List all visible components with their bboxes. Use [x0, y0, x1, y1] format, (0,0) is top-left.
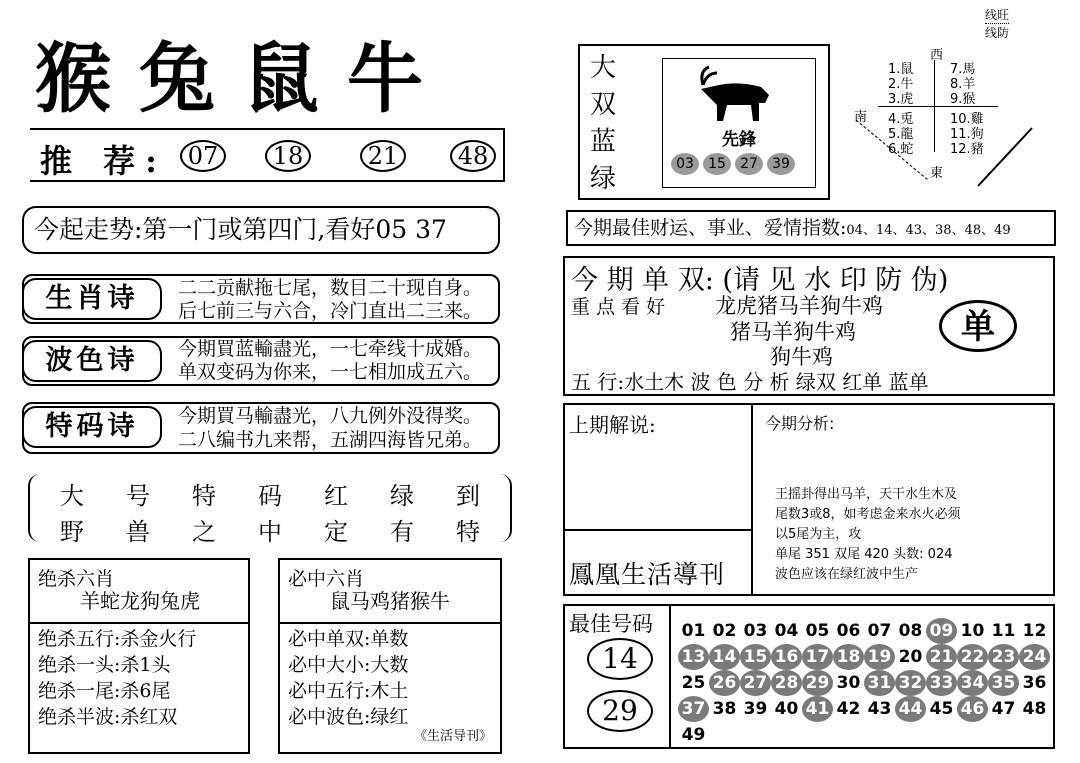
big-char: 定 — [324, 518, 348, 546]
grid-number: 29 — [802, 670, 833, 696]
grid-number: 16 — [771, 644, 802, 670]
ox-icon — [689, 63, 779, 125]
big-char: 有 — [390, 518, 414, 546]
grid-number: 45 — [929, 699, 954, 719]
big-char: 码 — [258, 482, 282, 510]
compass-lines — [848, 40, 1038, 200]
corner-line1: 线旺 — [985, 8, 1010, 22]
poem-line: 后七前三与六合，冷门直出二三来。 — [178, 300, 483, 322]
grid-number: 32 — [895, 670, 926, 696]
grid-number: 34 — [957, 670, 988, 696]
grid-number: 15 — [740, 644, 771, 670]
odd-even-badge: 单 — [939, 300, 1017, 352]
grid-number: 09 — [926, 618, 957, 644]
grid-number: 19 — [864, 644, 895, 670]
poem-tag: 波色诗 — [22, 340, 162, 382]
grid-number: 14 — [709, 644, 740, 670]
big-char: 大 — [60, 482, 84, 510]
grid-number: 38 — [712, 699, 737, 719]
compass-right-bottom: 10.雞 11.狗 12.豬 — [950, 112, 984, 157]
grid-number: 36 — [1022, 673, 1047, 693]
vanguard-ball: 27 — [735, 153, 763, 175]
poem-line: 二二贡献拖七尾，数目二十现自身。 — [178, 277, 483, 299]
odd-even-panel — [563, 256, 1055, 396]
grid-number: 13 — [678, 644, 709, 670]
grid-number: 12 — [1022, 621, 1047, 641]
odd-even-title: 今 期 单 双: (请 见 水 印 防 伪) — [571, 265, 949, 296]
big-row — [30, 512, 510, 547]
analysis-head: 今期分析: — [765, 414, 835, 433]
grid-number: 41 — [802, 696, 833, 722]
best-pick: 14 — [587, 638, 653, 680]
kill-row: 绝杀一尾:杀6尾 — [38, 680, 171, 702]
must-row: 必中波色:绿红 — [288, 706, 409, 728]
grid-number: 20 — [898, 647, 923, 667]
vanguard-ball: 03 — [671, 153, 699, 175]
poem-line: 二八编书九来帮，五湖四海皆兄弟。 — [178, 429, 483, 451]
must-row: 必中大小:大数 — [288, 654, 409, 676]
grid-number: 26 — [709, 670, 740, 696]
vanguard-side: 大 双 蓝 绿 — [590, 53, 617, 194]
compass-south: 南 — [854, 110, 868, 125]
analysis-text: 王摇卦得出马羊，天干水生木及 尾数3或8，如考虑金来水火必须 以5尾为主，攻 单尾 351 双尾 420 头数: 024 波色应该在绿红波中生产 — [775, 487, 961, 582]
compass-left-bottom: 4.兎 5.龍 6.蛇 — [888, 112, 914, 157]
recommend-number: 18 — [265, 140, 311, 172]
grid-number: 04 — [774, 621, 799, 641]
compass-right-top: 7.馬 8.羊 9.猴 — [950, 62, 976, 107]
big-char: 中 — [258, 518, 282, 546]
grid-number: 46 — [957, 696, 988, 722]
grid-number: 48 — [1022, 699, 1047, 719]
poem-line: 单双变码为你来，一七相加成五六。 — [178, 361, 483, 383]
compass-diagram — [848, 40, 1038, 200]
best-pick: 29 — [587, 690, 653, 732]
compass-left-top: 1.鼠 2.牛 3.虎 — [888, 62, 914, 107]
big-char: 兽 — [126, 518, 150, 546]
vanguard-frame — [662, 58, 816, 188]
grid-number: 33 — [926, 670, 957, 696]
grid-number: 42 — [836, 699, 861, 719]
kill-panel — [28, 558, 250, 754]
big-char: 特 — [192, 482, 216, 510]
must-footer: 《生活导刊》 — [413, 729, 492, 744]
grid-number: 06 — [836, 621, 861, 641]
recommend-number: 21 — [360, 140, 406, 172]
poem-tag: 特码诗 — [22, 406, 162, 448]
last-head: 上期解说: — [569, 413, 656, 437]
grid-number: 03 — [743, 621, 768, 641]
grid-number: 35 — [988, 670, 1019, 696]
recommend-number: 48 — [450, 140, 496, 172]
number-grid — [678, 618, 1053, 748]
grid-number: 10 — [960, 621, 985, 641]
big-char: 红 — [324, 482, 348, 510]
grid-number: 30 — [836, 673, 861, 693]
grid-number: 49 — [681, 725, 706, 745]
grid-number: 44 — [895, 696, 926, 722]
grid-number: 02 — [712, 621, 737, 641]
kill-row: 绝杀半波:杀红双 — [38, 706, 178, 728]
grid-number: 43 — [867, 699, 892, 719]
must-zodiacs: 鼠马鸡猪猴牛 — [330, 589, 450, 613]
grid-number: 27 — [740, 670, 771, 696]
vanguard-balls — [671, 153, 799, 175]
index-bar — [566, 210, 1056, 246]
grid-number: 01 — [681, 621, 706, 641]
must-row: 必中五行:木土 — [288, 680, 409, 702]
kill-zodiacs: 羊蛇龙狗兔虎 — [80, 589, 200, 613]
kill-row: 绝杀一头:杀1头 — [38, 654, 171, 676]
best-head: 最佳号码 — [569, 612, 653, 636]
grid-number: 11 — [991, 621, 1016, 641]
grid-number: 23 — [988, 644, 1019, 670]
vanguard-ball: 39 — [767, 153, 795, 175]
big-char: 特 — [456, 518, 480, 546]
corner-note — [985, 6, 1009, 41]
must-head: 必中六肖 — [288, 568, 365, 590]
recommend-label: 推 荐: — [40, 142, 167, 180]
must-panel — [278, 558, 502, 754]
big-char: 到 — [456, 482, 480, 510]
grid-number: 28 — [771, 670, 802, 696]
poem-line: 今期買蓝輸盡光，一七牵线十成婚。 — [178, 338, 483, 360]
poem-line: 今期買马輸盡光，八九例外没得奖。 — [178, 405, 483, 427]
page-title: 猴兔鼠牛 — [35, 34, 451, 123]
focus-label: 重 点 看 好 — [571, 296, 666, 318]
vanguard-ball: 15 — [703, 153, 731, 175]
recommend-number: 07 — [180, 140, 226, 172]
explain-panel — [563, 403, 1055, 596]
grid-number: 24 — [1019, 644, 1050, 670]
compass-east: 東 — [930, 166, 944, 181]
grid-number: 17 — [802, 644, 833, 670]
grid-number: 05 — [805, 621, 830, 641]
grid-number: 40 — [774, 699, 799, 719]
trend-banner: 今起走势:第一门或第四门,看好05 37 — [22, 206, 500, 254]
focus-line: 猪马羊狗牛鸡 — [730, 320, 856, 344]
vanguard-panel — [578, 44, 830, 200]
corner-line2: 线防 — [985, 23, 1009, 41]
grid-number: 22 — [957, 644, 988, 670]
big-char: 之 — [192, 518, 216, 546]
index-numbers: 04、14、43、38、48、49 — [846, 223, 1011, 238]
grid-number: 18 — [833, 644, 864, 670]
grid-number: 37 — [678, 696, 709, 722]
kill-head: 绝杀六肖 — [38, 568, 115, 590]
grid-number: 21 — [926, 644, 957, 670]
compass-west: 西 — [930, 48, 944, 63]
big-char: 号 — [126, 482, 150, 510]
grid-number: 39 — [743, 699, 768, 719]
brand-name: 鳳凰生活導刊 — [569, 560, 726, 589]
big-row — [30, 476, 510, 511]
kill-row: 绝杀五行:杀金火行 — [38, 628, 197, 650]
grid-number: 07 — [867, 621, 892, 641]
must-row: 必中单双:单数 — [288, 628, 409, 650]
index-label: 今期最佳财运、事业、爱情指数: — [574, 217, 847, 239]
recommend-row — [30, 128, 505, 182]
vanguard-label: 先鋒 — [722, 130, 756, 150]
focus-line: 龙虎猪马羊狗牛鸡 — [715, 294, 883, 318]
odd-even-bottom: 五 行:水土木 波 色 分 析 绿双 红单 蓝单 — [571, 370, 929, 394]
focus-line: 狗牛鸡 — [770, 345, 833, 369]
big-char: 野 — [60, 518, 84, 546]
grid-number: 47 — [991, 699, 1016, 719]
grid-number: 25 — [681, 673, 706, 693]
grid-number: 08 — [898, 621, 923, 641]
poem-tag: 生肖诗 — [22, 278, 162, 320]
grid-number: 31 — [864, 670, 895, 696]
big-char: 绿 — [390, 482, 414, 510]
